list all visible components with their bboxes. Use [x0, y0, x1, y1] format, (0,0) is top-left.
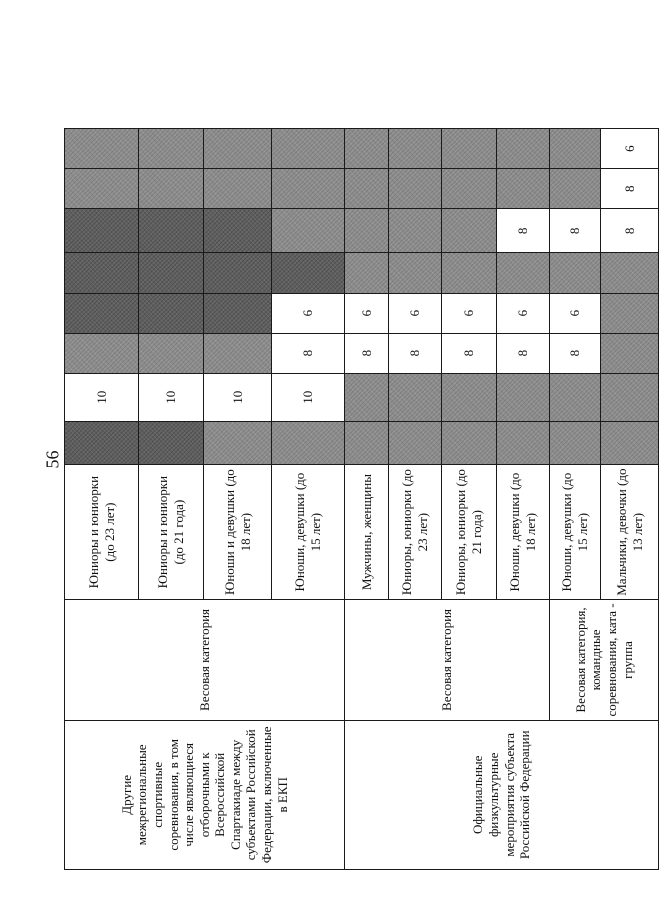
category-cell: Весовая категория	[65, 600, 345, 720]
place-value-cell	[345, 169, 389, 209]
place-value-cell: 6	[345, 293, 389, 333]
place-value-cell: 6	[601, 129, 659, 169]
place-value-cell	[204, 421, 272, 464]
place-value-cell	[497, 373, 550, 421]
age-group-cell: Юноши, девушки (до 15 лет)	[272, 464, 345, 599]
place-value-cell	[345, 421, 389, 464]
place-value-cell	[65, 333, 139, 373]
table-row	[65, 129, 139, 870]
place-value-cell	[497, 129, 550, 169]
place-value-cell	[65, 169, 139, 209]
place-value-cell	[204, 169, 272, 209]
place-value-cell	[139, 209, 204, 253]
place-value-cell	[139, 293, 204, 333]
place-value-cell	[272, 209, 345, 253]
place-value-cell	[65, 421, 139, 464]
place-value-cell: 6	[442, 293, 497, 333]
age-group-cell: Юниоры, юниорки (до 21 года)	[442, 464, 497, 599]
place-value-cell	[550, 373, 601, 421]
place-value-cell: 8	[601, 209, 659, 253]
place-value-cell	[65, 253, 139, 293]
place-value-cell	[389, 129, 442, 169]
place-value-cell: 6	[389, 293, 442, 333]
place-value-cell	[345, 253, 389, 293]
place-value-cell: 6	[272, 293, 345, 333]
place-value-cell	[497, 253, 550, 293]
table-body	[65, 129, 659, 870]
place-value-cell	[272, 169, 345, 209]
place-value-cell: 8	[497, 209, 550, 253]
age-group-cell: Юниоры, юниорки (до 23 лет)	[389, 464, 442, 599]
place-value-cell	[204, 333, 272, 373]
table-row	[345, 129, 389, 870]
place-value-cell	[204, 293, 272, 333]
place-value-cell: 8	[272, 333, 345, 373]
place-value-cell: 10	[139, 373, 204, 421]
rotated-table-container	[64, 128, 645, 870]
category-cell: Весовая категория, командные соревнования, ката - группа	[550, 600, 659, 720]
place-value-cell	[139, 169, 204, 209]
place-value-cell	[389, 169, 442, 209]
place-value-cell: 8	[550, 333, 601, 373]
place-value-cell	[601, 293, 659, 333]
place-value-cell	[550, 169, 601, 209]
place-value-cell	[442, 421, 497, 464]
place-value-cell	[204, 209, 272, 253]
place-value-cell: 8	[389, 333, 442, 373]
place-value-cell	[272, 129, 345, 169]
place-value-cell: 10	[204, 373, 272, 421]
place-value-cell	[442, 209, 497, 253]
place-value-cell	[442, 129, 497, 169]
event-name-cell: Другие межрегиональные спортивные соревнования, в том числе являющиеся отборочными к Всероссийской Спартакиаде между субъектами Российской Федерации, включенные в ЕКП	[65, 720, 345, 869]
qualification-table	[64, 128, 659, 870]
place-value-cell	[601, 253, 659, 293]
place-value-cell	[389, 373, 442, 421]
place-value-cell	[139, 421, 204, 464]
place-value-cell	[442, 373, 497, 421]
page-number: 56	[42, 450, 63, 469]
age-group-cell: Юноши и девушки (до 18 лет)	[204, 464, 272, 599]
age-group-cell: Юноши, девушки (до 18 лет)	[497, 464, 550, 599]
event-name-cell: Официальные физкультурные мероприятия субъекта Российской Федерации	[345, 720, 659, 869]
place-value-cell	[139, 333, 204, 373]
place-value-cell	[345, 209, 389, 253]
place-value-cell: 8	[497, 333, 550, 373]
age-group-cell: Мальчики, девочки (до 13 лет)	[601, 464, 659, 599]
age-group-cell: Юноши, девушки (до 15 лет)	[550, 464, 601, 599]
age-group-cell: Мужчины, женщины	[345, 464, 389, 599]
place-value-cell	[550, 253, 601, 293]
place-value-cell	[204, 253, 272, 293]
place-value-cell	[65, 129, 139, 169]
place-value-cell	[65, 209, 139, 253]
place-value-cell: 8	[442, 333, 497, 373]
place-value-cell	[389, 253, 442, 293]
place-value-cell: 8	[550, 209, 601, 253]
place-value-cell	[139, 129, 204, 169]
place-value-cell	[139, 253, 204, 293]
place-value-cell: 10	[65, 373, 139, 421]
place-value-cell	[204, 129, 272, 169]
place-value-cell	[65, 293, 139, 333]
place-value-cell	[442, 169, 497, 209]
place-value-cell	[345, 373, 389, 421]
category-cell: Весовая категория	[345, 600, 550, 720]
place-value-cell	[272, 253, 345, 293]
place-value-cell: 8	[601, 169, 659, 209]
place-value-cell	[497, 169, 550, 209]
place-value-cell	[389, 421, 442, 464]
place-value-cell	[550, 129, 601, 169]
place-value-cell	[389, 209, 442, 253]
place-value-cell	[272, 421, 345, 464]
place-value-cell: 6	[497, 293, 550, 333]
place-value-cell	[442, 253, 497, 293]
place-value-cell	[345, 129, 389, 169]
age-group-cell: Юниоры и юниорки (до 23 лет)	[65, 464, 139, 599]
age-group-cell: Юниоры и юниорки (до 21 года)	[139, 464, 204, 599]
place-value-cell	[550, 421, 601, 464]
place-value-cell	[497, 421, 550, 464]
place-value-cell: 8	[345, 333, 389, 373]
place-value-cell	[601, 333, 659, 373]
place-value-cell	[601, 373, 659, 421]
table-area	[64, 128, 645, 870]
place-value-cell: 6	[550, 293, 601, 333]
place-value-cell: 10	[272, 373, 345, 421]
place-value-cell	[601, 421, 659, 464]
